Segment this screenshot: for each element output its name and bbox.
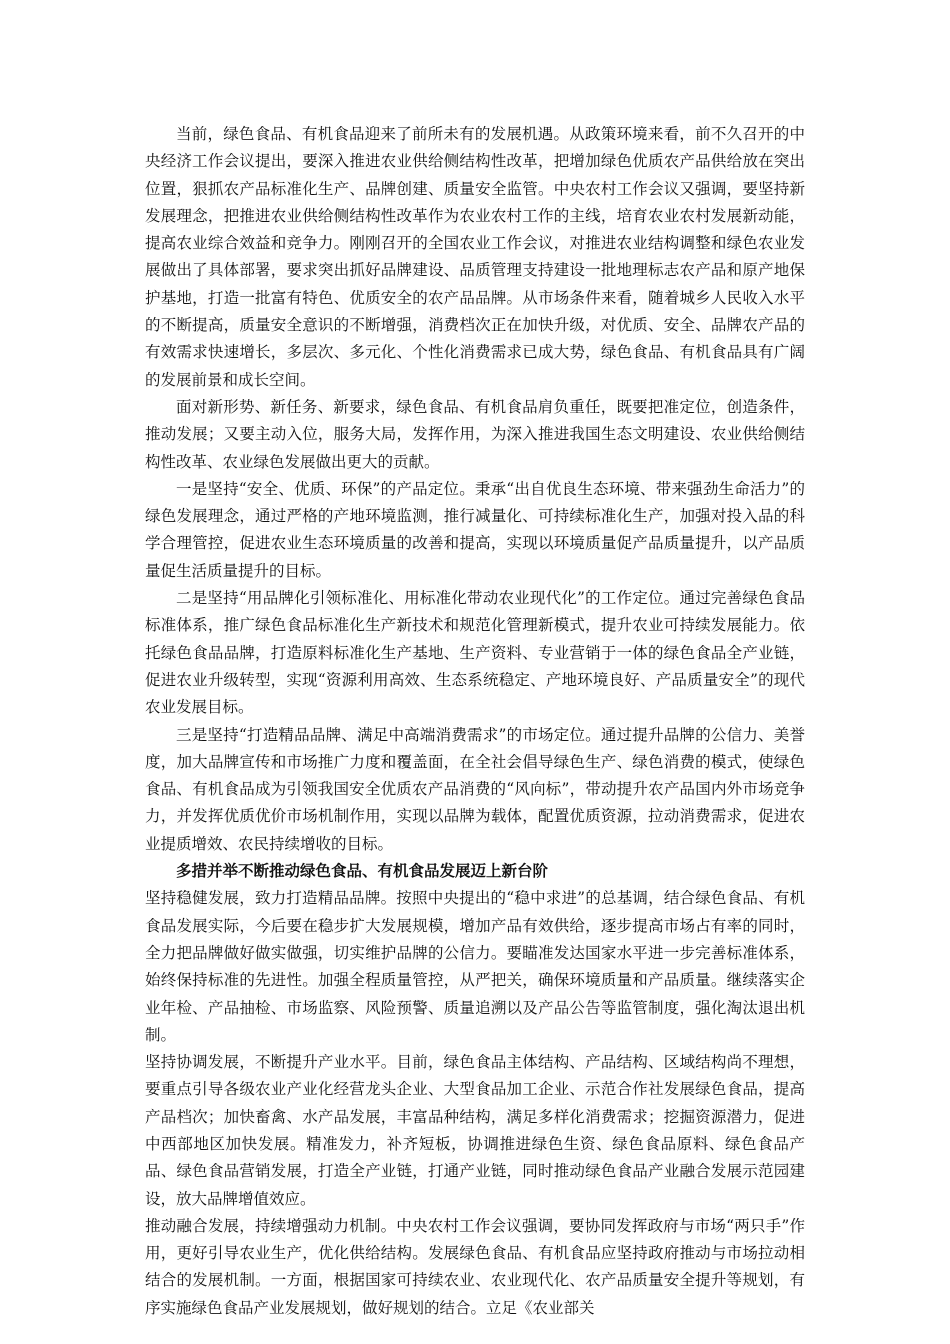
paragraph-product-positioning: 一是坚持“安全、优质、环保”的产品定位。秉承“出自优良生态环境、带来强劲生命活力”的绿色发展理念，通过严格的产地环境监测，推行减量化、可持续标准化生产，加强对投入品的科学合理管控，促进农业生态环境质量的改善和提高，实现以环境质量促产品质量提升，以产品质量促生活质量提升的目标。: [145, 479, 805, 580]
paragraph-opportunity: 当前，绿色食品、有机食品迎来了前所未有的发展机遇。从政策环境来看，前不久召开的中央经济工作会议提出，要深入推进农业供给侧结构性改革，把增加绿色优质农产品供给放在突出位置，狠抓农产品标准化生产、品牌创建、质量安全监管。中央农村工作会议又强调，要坚持新发展理念，把推进农业供给侧结构性改革作为农业农村工作的主线，培育农业农村发展新动能，提高农业综合效益和竞争力。刚刚召开的全国农业工作会议，对推进农业结构调整和绿色农业发展做出了具体部署，要求突出抓好品牌建设、品质管理支持建设一批地理标志农产品和原产地保护基地，打造一批富有特色、优质安全的农产品品牌。从市场条件来看，随着城乡人民收入水平的不断提高，质量安全意识的不断增强，消费档次正在加快升级，对优质、安全、品牌农产品的有效需求快速增长，多层次、多元化、个性化消费需求已成大势，绿色食品、有机食品具有广阔的发展前景和成长空间。: [145, 125, 805, 389]
section-heading: 多措并举不断推动绿色食品、有机食品发展迈上新台阶: [176, 862, 549, 881]
paragraph-work-positioning: 二是坚持“用品牌化引领标准化、用标准化带动农业现代化”的工作定位。通过完善绿色食品标准体系，推广绿色食品标准化生产新技术和规范化管理新模式，提升农业可持续发展能力。依托绿色食品品牌，打造原料标准化生产基地、生产资料、专业营销于一体的绿色食品全产业链，促进农业升级转型，实现“资源利用高效、生态系统稳定、产地环境良好、产品质量安全”的现代农业发展目标。: [145, 589, 805, 717]
paragraph-steady-development: 坚持稳健发展，致力打造精品品牌。按照中央提出的“稳中求进”的总基调，结合绿色食品、有机食品发展实际，今后要在稳步扩大发展规模，增加产品有效供给，逐步提高市场占有率的同时，全力把品牌做好做实做强，切实维护品牌的公信力。要瞄准发达国家水平进一步完善标准体系，始终保持标准的先进性。加强全程质量管控，从严把关，确保环境质量和产品质量。继续落实企业年检、产品抽检、市场监察、风险预警、质量追溯以及产品公告等监管制度，强化淘汰退出机制。: [145, 889, 805, 1044]
paragraph-new-situation: 面对新形势、新任务、新要求，绿色食品、有机食品肩负重任，既要把准定位，创造条件，推动发展；又要主动入位，服务大局，发挥作用，为深入推进我国生态文明建设、农业供给侧结构性改革、农业绿色发展做出更大的贡献。: [145, 397, 805, 471]
paragraph-market-positioning: 三是坚持“打造精品品牌、满足中高端消费需求”的市场定位。通过提升品牌的公信力、美誉度，加大品牌宣传和市场推广力度和覆盖面，在全社会倡导绿色生产、绿色消费的模式，使绿色食品、有机食品成为引领我国安全优质农产品消费的“风向标”，带动提升农产品国内外市场竞争力，并发挥优质优价市场机制作用，实现以品牌为载体，配置优质资源，拉动消费需求，促进农业提质增效、农民持续增收的目标。: [145, 725, 805, 853]
paragraph-integrated-development: 推动融合发展，持续增强动力机制。中央农村工作会议强调，要协同发挥政府与市场“两只手”作用，更好引导农业生产，优化供给结构。发展绿色食品、有机食品应坚持政府推动与市场拉动相结合的发展机制。一方面，根据国家可持续农业、农业现代化、农产品质量安全提升等规划，有序实施绿色食品产业发展规划，做好规划的结合。立足《农业部关: [145, 1216, 805, 1317]
document-page: [145, 121, 805, 1322]
paragraph-coordinated-development: 坚持协调发展，不断提升产业水平。目前，绿色食品主体结构、产品结构、区域结构尚不理想，要重点引导各级农业产业化经营龙头企业、大型食品加工企业、示范合作社发展绿色食品，提高产品档次；加快畜禽、水产品发展，丰富品种结构，满足多样化消费需求；挖掘资源潜力，促进中西部地区加快发展。精准发力，补齐短板，协调推进绿色生资、绿色食品原料、绿色食品产品、绿色食品营销发展，打造全产业链，打通产业链，同时推动绿色食品产业融合发展示范园建设，放大品牌增值效应。: [145, 1053, 805, 1208]
